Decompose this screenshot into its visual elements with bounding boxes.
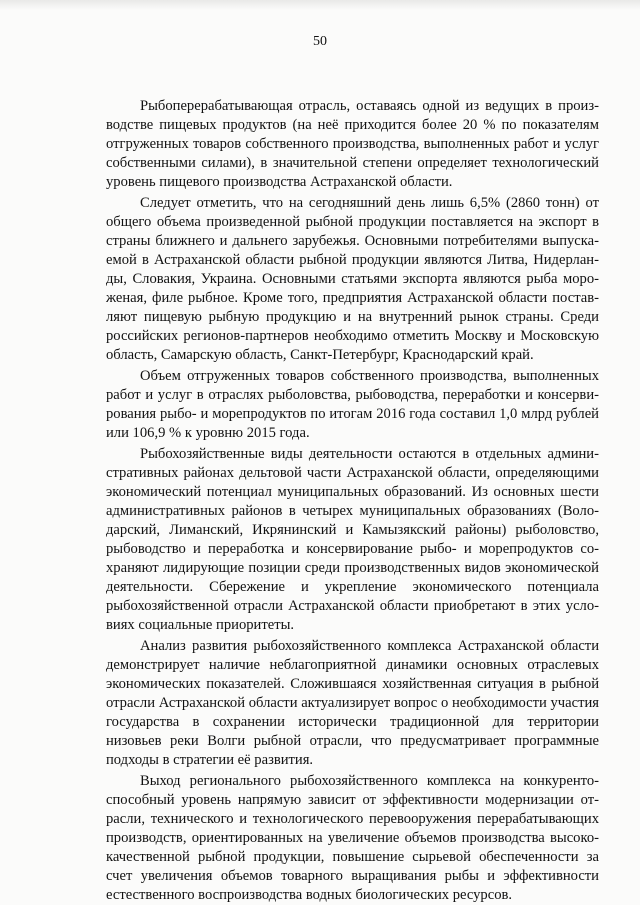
paragraph-shipment-volume: Объем отгруженных товаров собственного производства, выполненных работ и услуг в отраслях рыболовства, рыбоводства, переработки и консервирования рыбо- и морепродуктов по итогам 2016 года составил 1,0 млрд рублей или 106,9 % к уровню 2015 года. (106, 368, 599, 441)
paragraph-development-analysis: Анализ развития рыбохозяйственного комплекса Астраханской области демонстрирует наличие неблагоприятной динамики основных отраслевых экономических показателей. Сложившаяся хозяйственная ситуация в рыбной отрасли Астраханской области актуализирует вопрос о необходимости участия государства в сохранении исторически традиционной для территории низовьев реки Волги рыбной отрасли, что предусматривает программные подходы в стратегии её развития. (106, 638, 599, 768)
paragraph-districts-economy: Рыбохозяйственные виды деятельности остаются в отдельных административных районах дельтовой части Астраханской области, определяющими экономический потенциал муниципальных образований. Из основных шести административных районов в четырех муниципальных образованиях (Володарский, Лиманский, Икрянинский и Камызякский районы) рыболовство, рыбоводство и переработка и консервирование рыбо- и морепродуктов сохраняют лидирующие позиции среди производственных видов экономической деятельности. Сбережение и укрепление экономического потенциала рыбохозяйственной отрасли Астраханской области приобретают в этих условиях социальные приоритеты. (106, 446, 599, 633)
document-body (106, 97, 599, 907)
page-number: 50 (313, 34, 327, 49)
paragraph-export-and-partners: Следует отметить, что на сегодняшний день лишь 6,5% (2860 тонн) от общего объема произведенной рыбной продукции поставляется на экспорт в страны ближнего и дальнего зарубежья. Основными потребителями выпускаемой в Астраханской области рыбной продукции являются Литва, Нидерланды, Словакия, Украина. Основными статьями экспорта являются рыба мороженая, филе рыбное. Кроме того, предприятия Астраханской области поставляют пищевую рыбную продукцию и на внутренний рынок страны. Среди российских регионов-партнеров необходимо отметить Москву и Московскую область, Самарскую область, Санкт-Петербург, Краснодарский край. (106, 195, 599, 363)
paragraph-fish-processing-industry: Рыбоперерабатывающая отрасль, оставаясь одной из ведущих в производстве пищевых продуктов (на неё приходится более 20 % по показателям отгруженных товаров собственного производства, выполненных работ и услуг собственными силами), в значительной степени определяет технологический уровень пищевого производства Астраханской области. (106, 98, 599, 190)
paragraph-competitiveness: Выход регионального рыбохозяйственного комплекса на конкурентоспособный уровень напрямую зависит от эффективности модернизации отрасли, технического и технологического перевооружения перерабатывающих производств, ориентированных на увеличение объемов производства высококачественной рыбной продукции, повышение сырьевой обеспеченности за счет увеличения объемов товарного выращивания рыбы и эффективности естественного воспроизводства водных биологических ресурсов. (106, 773, 599, 903)
scan-edge (0, 0, 640, 10)
